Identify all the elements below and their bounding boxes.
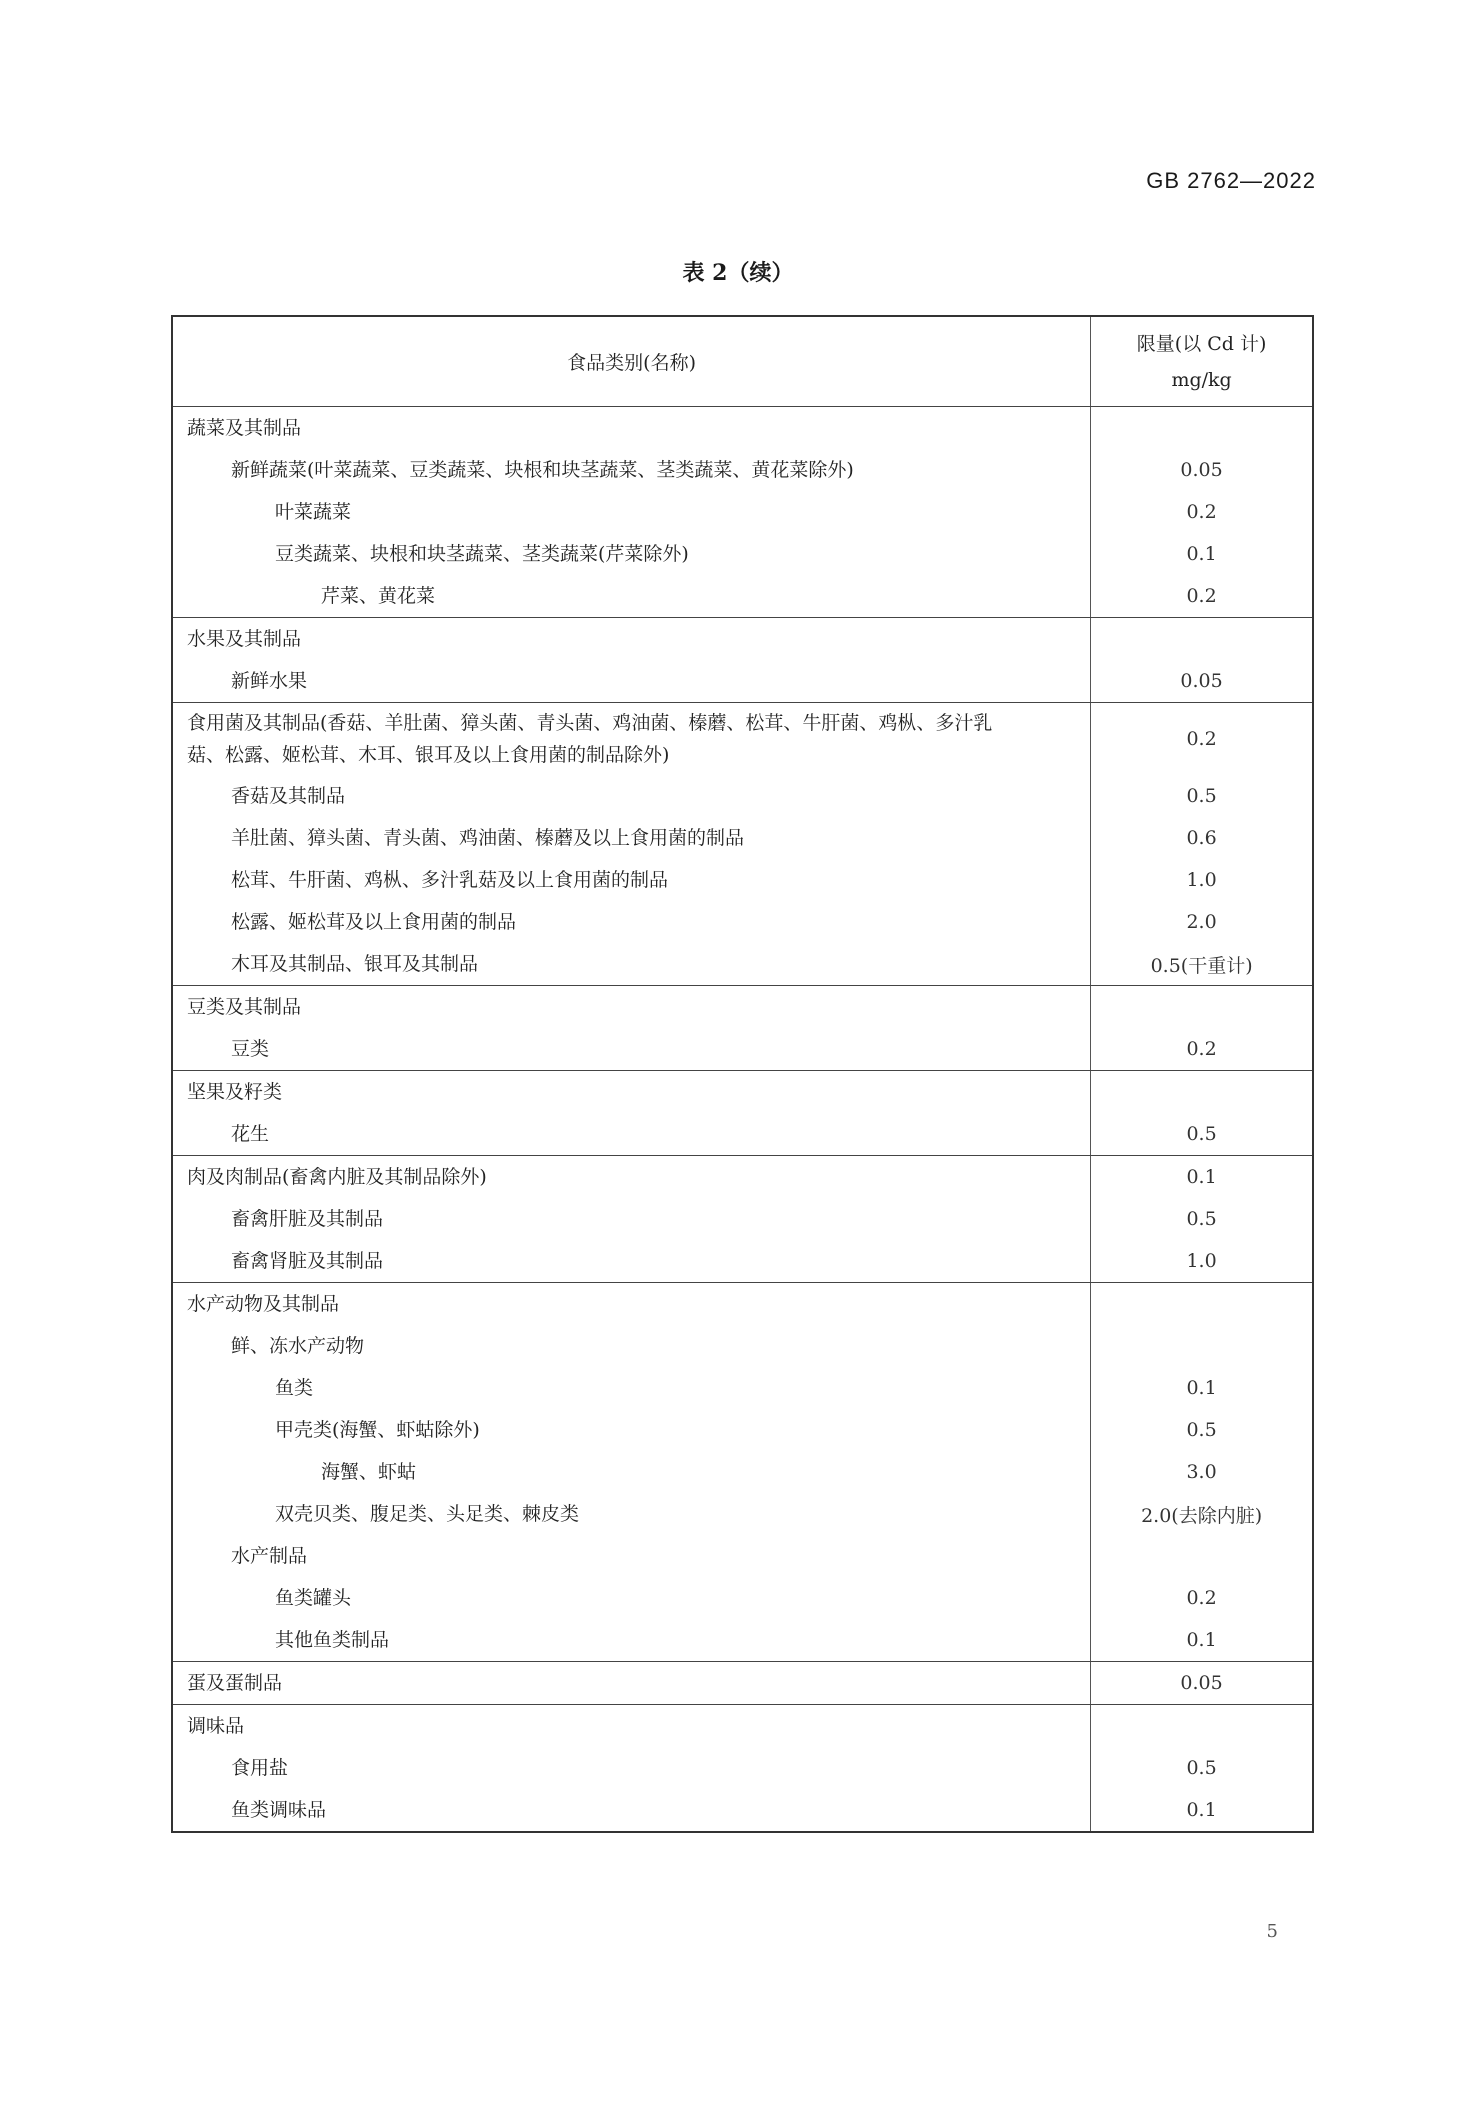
limit-value-cell (1091, 1705, 1313, 1748)
food-category-cell: 鱼类调味品 (172, 1789, 1091, 1832)
food-category-header: 食品类别(名称) (172, 316, 1091, 407)
food-category-cell: 木耳及其制品、银耳及其制品 (172, 943, 1091, 986)
limit-value-cell: 0.2 (1091, 1577, 1313, 1619)
food-category-cell: 食用菌及其制品(香菇、羊肚菌、獐头菌、青头菌、鸡油菌、榛蘑、松茸、牛肝菌、鸡枞、多汁乳 菇、松露、姬松茸、木耳、银耳及以上食用菌的制品除外) (172, 703, 1091, 776)
limit-value-cell: 0.5 (1091, 1409, 1313, 1451)
food-category-cell: 水产制品 (172, 1535, 1091, 1577)
limit-value-cell: 0.5 (1091, 1113, 1313, 1156)
table-row (172, 1325, 1313, 1367)
limit-value-cell (1091, 407, 1313, 450)
limit-value-cell: 0.1 (1091, 1156, 1313, 1199)
food-category-cell: 蔬菜及其制品 (172, 407, 1091, 450)
limit-value-cell (1091, 1535, 1313, 1577)
food-category-cell: 鲜、冻水产动物 (172, 1325, 1091, 1367)
limit-value-cell: 0.5 (1091, 775, 1313, 817)
table-body (172, 407, 1313, 1833)
food-category-cell: 豆类 (172, 1028, 1091, 1071)
limit-value-cell: 2.0 (1091, 901, 1313, 943)
table-header-row (172, 316, 1313, 407)
table-row (172, 703, 1313, 776)
table-row (172, 1028, 1313, 1071)
food-category-cell: 其他鱼类制品 (172, 1619, 1091, 1662)
limit-value-cell: 0.2 (1091, 491, 1313, 533)
food-category-cell: 香菇及其制品 (172, 775, 1091, 817)
limit-value-cell: 0.05 (1091, 449, 1313, 491)
table-row (172, 1409, 1313, 1451)
table-row (172, 533, 1313, 575)
table-caption: 表 2（续） (682, 260, 794, 286)
table-row (172, 1451, 1313, 1493)
table-row (172, 1619, 1313, 1662)
cadmium-limit-table (171, 315, 1314, 1833)
page-number: 5 (1266, 1921, 1278, 1942)
limit-value-cell (1091, 1283, 1313, 1326)
food-category-cell: 畜禽肾脏及其制品 (172, 1240, 1091, 1283)
food-category-cell: 海蟹、虾蛄 (172, 1451, 1091, 1493)
table-row (172, 1071, 1313, 1114)
food-category-cell: 叶菜蔬菜 (172, 491, 1091, 533)
table-row (172, 1240, 1313, 1283)
food-category-cell: 花生 (172, 1113, 1091, 1156)
limit-value-cell: 0.2 (1091, 575, 1313, 618)
food-category-cell: 鱼类 (172, 1367, 1091, 1409)
table-row (172, 407, 1313, 450)
food-category-cell: 畜禽肝脏及其制品 (172, 1198, 1091, 1240)
limit-value-cell (1091, 1071, 1313, 1114)
limit-value-cell: 0.1 (1091, 1619, 1313, 1662)
table-row (172, 859, 1313, 901)
table-row (172, 1493, 1313, 1535)
table-row (172, 1747, 1313, 1789)
food-category-cell: 新鲜蔬菜(叶菜蔬菜、豆类蔬菜、块根和块茎蔬菜、茎类蔬菜、黄花菜除外) (172, 449, 1091, 491)
limit-header-unit: mg/kg (1171, 368, 1232, 391)
table-row (172, 1113, 1313, 1156)
limit-value-cell: 0.1 (1091, 533, 1313, 575)
table-row (172, 1367, 1313, 1409)
food-category-cell: 调味品 (172, 1705, 1091, 1748)
standard-code: GB 2762—2022 (1146, 168, 1316, 193)
limit-value-cell: 1.0 (1091, 1240, 1313, 1283)
limit-value-cell: 0.1 (1091, 1367, 1313, 1409)
limit-value-cell: 0.2 (1091, 703, 1313, 776)
table-row (172, 1662, 1313, 1705)
limit-header-line1: 限量(以 Cd 计) (1136, 332, 1267, 355)
food-category-cell: 芹菜、黄花菜 (172, 575, 1091, 618)
table-row (172, 575, 1313, 618)
table-row (172, 660, 1313, 703)
food-category-cell: 松露、姬松茸及以上食用菌的制品 (172, 901, 1091, 943)
limit-value-cell: 0.1 (1091, 1789, 1313, 1832)
table-row (172, 986, 1313, 1029)
table-row (172, 1577, 1313, 1619)
limit-value-cell: 0.5 (1091, 1198, 1313, 1240)
limit-value-cell: 0.5(干重计) (1091, 943, 1313, 986)
food-category-cell: 坚果及籽类 (172, 1071, 1091, 1114)
table-row (172, 618, 1313, 661)
food-category-cell: 鱼类罐头 (172, 1577, 1091, 1619)
table-row (172, 775, 1313, 817)
limit-value-cell: 0.6 (1091, 817, 1313, 859)
food-category-cell: 豆类及其制品 (172, 986, 1091, 1029)
food-category-cell: 甲壳类(海蟹、虾蛄除外) (172, 1409, 1091, 1451)
table-row (172, 1198, 1313, 1240)
food-category-cell: 水产动物及其制品 (172, 1283, 1091, 1326)
limit-value-cell: 0.05 (1091, 660, 1313, 703)
table-row (172, 943, 1313, 986)
limit-header (1091, 316, 1313, 407)
food-category-cell: 食用盐 (172, 1747, 1091, 1789)
food-category-cell: 水果及其制品 (172, 618, 1091, 661)
table-row (172, 449, 1313, 491)
table-row (172, 1535, 1313, 1577)
food-category-cell: 肉及肉制品(畜禽内脏及其制品除外) (172, 1156, 1091, 1199)
table-row (172, 491, 1313, 533)
table-row (172, 817, 1313, 859)
food-category-cell: 双壳贝类、腹足类、头足类、棘皮类 (172, 1493, 1091, 1535)
limit-value-cell (1091, 618, 1313, 661)
table-row (172, 901, 1313, 943)
limit-value-cell (1091, 1325, 1313, 1367)
table-row (172, 1705, 1313, 1748)
table-row (172, 1156, 1313, 1199)
table-row (172, 1283, 1313, 1326)
food-category-cell: 新鲜水果 (172, 660, 1091, 703)
food-category-cell: 豆类蔬菜、块根和块茎蔬菜、茎类蔬菜(芹菜除外) (172, 533, 1091, 575)
food-category-cell: 羊肚菌、獐头菌、青头菌、鸡油菌、榛蘑及以上食用菌的制品 (172, 817, 1091, 859)
limit-value-cell: 3.0 (1091, 1451, 1313, 1493)
food-category-cell: 松茸、牛肝菌、鸡枞、多汁乳菇及以上食用菌的制品 (172, 859, 1091, 901)
limit-value-cell (1091, 986, 1313, 1029)
limit-value-cell: 2.0(去除内脏) (1091, 1493, 1313, 1535)
limit-value-cell: 0.5 (1091, 1747, 1313, 1789)
food-category-cell: 蛋及蛋制品 (172, 1662, 1091, 1705)
table-row (172, 1789, 1313, 1832)
limit-value-cell: 1.0 (1091, 859, 1313, 901)
limit-value-cell: 0.05 (1091, 1662, 1313, 1705)
limit-value-cell: 0.2 (1091, 1028, 1313, 1071)
